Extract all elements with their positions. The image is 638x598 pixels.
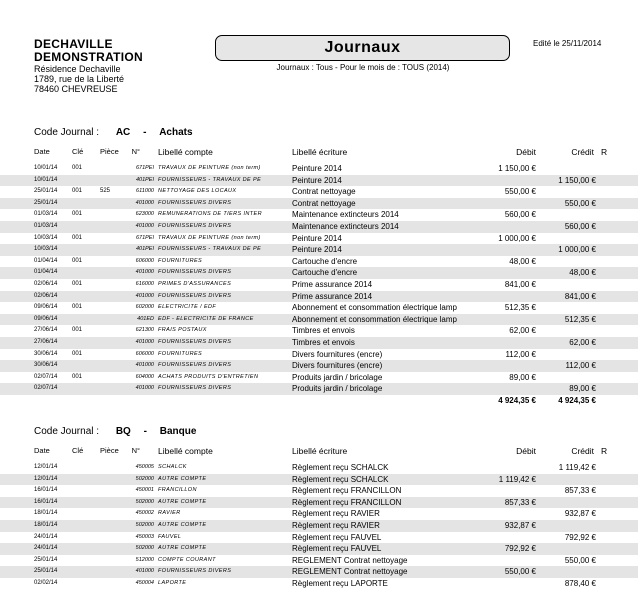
table-row (0, 221, 638, 233)
cell-ecriture: Règlement reçu FRANCILLON (292, 497, 402, 507)
cell-ecriture: Règlement reçu SCHALCK (292, 474, 389, 484)
cell-compte: FOURNISSEURS DIVERS (158, 199, 232, 206)
cell-compte: FOURNISSEURS - TRAVAUX DE PE (158, 176, 262, 183)
header-compte: Libellé compte (158, 446, 213, 456)
cell-num: 401000 (135, 269, 154, 276)
cell-compte: FRANCILLON (158, 487, 197, 494)
header-compte: Libellé compte (158, 147, 213, 157)
cell-ecriture: Règlement reçu SCHALCK (292, 463, 389, 472)
header-r: R (601, 147, 608, 157)
cell-compte: ELECTRICITE / EDF (158, 304, 217, 311)
cell-debit: 857,33 € (504, 497, 536, 507)
cell-compte: REMUNERATIONS DE TIERS INTER (158, 211, 262, 218)
header-num: N° (131, 446, 140, 455)
cell-cle: 001 (72, 304, 83, 311)
cell-credit: 560,00 € (564, 221, 596, 231)
cell-ecriture: REGLEMENT Contrat nettoyage (292, 567, 408, 577)
cell-compte: AUTRE COMPTE (158, 498, 207, 505)
cell-num: 602000 (135, 304, 154, 311)
table-row (0, 198, 638, 210)
table-row (0, 462, 638, 474)
cell-cle: 001 (72, 188, 83, 195)
cell-ecriture: Divers fournitures (encre) (292, 361, 383, 371)
report-subtitle: Journaux : Tous - Pour le mois de : TOUS (2014) (276, 63, 450, 72)
cell-credit: 550,00 € (564, 555, 596, 565)
cell-num: 450002 (135, 510, 154, 517)
cell-cle: 001 (72, 234, 83, 241)
cell-num: 623000 (135, 211, 154, 218)
cell-compte: COMPTE COURANT (158, 556, 216, 563)
column-headers (0, 147, 638, 159)
cell-num: 611000 (136, 188, 154, 195)
table-row (0, 256, 638, 268)
cell-ecriture: Timbres et envois (292, 337, 355, 347)
journal-separator: - (143, 426, 147, 437)
cell-compte: FOURNITURES (158, 257, 203, 264)
cell-date: 12/01/14 (34, 475, 58, 482)
cell-ecriture: Règlement reçu RAVIER (292, 520, 380, 530)
journal-rows (0, 163, 638, 407)
journal-heading (34, 127, 193, 138)
cell-cle: 001 (72, 280, 83, 287)
cell-num: 621300 (135, 327, 154, 334)
cell-num: 401000 (135, 199, 154, 206)
cell-num: 401000 (135, 292, 154, 299)
cell-date: 16/01/14 (34, 498, 58, 505)
cell-date: 09/06/14 (34, 315, 58, 322)
table-row (0, 543, 638, 555)
table-row (0, 520, 638, 532)
cell-num: 671PEI (135, 165, 154, 171)
cell-num: 502000 (135, 521, 154, 528)
table-row (0, 566, 638, 578)
cell-credit: 857,33 € (564, 486, 596, 496)
cell-ecriture: Cartouche d'encre (292, 256, 358, 266)
edit-date: Edité le 25/11/2014 (533, 39, 602, 48)
cell-num: 401000 (135, 362, 154, 369)
cell-num: 502000 (135, 475, 154, 482)
cell-compte: SCHALCK (158, 464, 187, 470)
table-row (0, 555, 638, 567)
company-address-2: 1789, rue de la Liberté (34, 74, 125, 84)
cell-ecriture: Produits jardin / bricolage (292, 372, 383, 382)
cell-cle: 001 (72, 350, 83, 357)
cell-date: 02/06/14 (34, 292, 58, 299)
cell-debit: 89,00 € (509, 372, 536, 382)
cell-credit: 1 119,42 € (558, 463, 596, 472)
journal-code: BQ (115, 426, 131, 437)
cell-num: 401000 (135, 222, 154, 229)
cell-num: 450001 (135, 487, 154, 494)
header-cle: Clé (72, 446, 84, 455)
cell-debit: 550,00 € (504, 567, 536, 577)
header-debit: Débit (516, 147, 536, 157)
header-debit: Débit (516, 446, 536, 456)
cell-ecriture: Peinture 2014 (292, 175, 342, 185)
table-row (0, 302, 638, 314)
cell-compte: FOURNISSEURS DIVERS (158, 568, 232, 575)
cell-num: 502000 (135, 545, 154, 552)
journal-name: Achats (159, 127, 193, 138)
company-address-1: Résidence Dechaville (34, 64, 121, 74)
cell-date: 02/06/14 (34, 280, 58, 287)
cell-date: 27/06/14 (34, 338, 58, 345)
cell-num: 401PEI (135, 176, 154, 183)
cell-ecriture: Maintenance extincteurs 2014 (292, 210, 399, 220)
header-credit: Crédit (571, 446, 594, 456)
cell-date: 09/06/14 (34, 304, 58, 311)
cell-debit: 1 119,42 € (498, 474, 536, 484)
total-credit: 4 924,35 € (558, 395, 596, 405)
cell-date: 12/01/14 (34, 464, 58, 470)
cell-cle: 001 (72, 327, 83, 334)
table-row (0, 209, 638, 221)
cell-debit: 550,00 € (504, 187, 536, 197)
cell-date: 27/06/14 (34, 327, 58, 334)
cell-compte: AUTRE COMPTE (158, 521, 207, 528)
cell-num: 450004 (135, 579, 154, 586)
table-row (0, 186, 638, 198)
cell-ecriture: Produits jardin / bricolage (292, 384, 383, 394)
cell-ecriture: Peinture 2014 (292, 164, 342, 173)
table-row (0, 497, 638, 509)
cell-date: 10/03/14 (34, 234, 58, 241)
cell-num: 604000 (135, 373, 154, 380)
cell-credit: 841,00 € (564, 291, 596, 301)
company-block (34, 38, 143, 94)
cell-cle: 001 (72, 373, 83, 380)
cell-num: 606000 (135, 350, 154, 357)
cell-compte: FRAIS POSTAUX (158, 327, 207, 334)
cell-date: 10/03/14 (34, 246, 58, 253)
header-piece: Pièce (100, 147, 119, 156)
company-address-3: 78460 CHEVREUSE (34, 84, 118, 94)
cell-date: 18/01/14 (34, 510, 58, 517)
cell-debit: 560,00 € (504, 210, 536, 220)
cell-debit: 512,35 € (504, 303, 536, 313)
table-row (0, 360, 638, 372)
cell-debit: 1 000,00 € (498, 233, 536, 243)
cell-num: 401000 (135, 385, 154, 392)
header-cle: Clé (72, 147, 84, 156)
table-row (0, 474, 638, 486)
total-debit: 4 924,35 € (498, 395, 536, 405)
journal-name: Banque (159, 426, 197, 437)
cell-compte: NETTOYAGE DES LOCAUX (158, 188, 237, 195)
cell-cle: 001 (72, 165, 83, 171)
cell-ecriture: Timbres et envois (292, 326, 355, 336)
journal-separator: - (143, 127, 147, 138)
column-headers (0, 446, 638, 458)
cell-num: 616000 (135, 280, 154, 287)
cell-debit: 62,00 € (509, 326, 536, 336)
cell-compte: FOURNISSEURS - TRAVAUX DE PE (158, 246, 262, 253)
header-date: Date (34, 147, 50, 156)
table-row (0, 244, 638, 256)
header-num: N° (131, 147, 140, 156)
journal-code: AC (115, 127, 131, 138)
header-ecriture: Libellé écriture (292, 147, 348, 157)
cell-ecriture: Maintenance extincteurs 2014 (292, 221, 399, 231)
journal-totals (0, 395, 638, 407)
journal-heading (34, 426, 196, 437)
cell-credit: 1 000,00 € (558, 245, 596, 255)
cell-ecriture: Divers fournitures (encre) (292, 349, 383, 359)
table-row (0, 175, 638, 187)
cell-date: 02/07/14 (34, 373, 58, 380)
cell-credit: 932,87 € (564, 509, 596, 519)
cell-num: 401000 (135, 568, 154, 575)
cell-cle: 001 (72, 211, 83, 218)
table-row (0, 532, 638, 544)
cell-credit: 878,40 € (564, 578, 596, 588)
cell-ecriture: Contrat nettoyage (292, 187, 356, 197)
journal-label: Code Journal : (34, 426, 100, 437)
cell-debit: 48,00 € (509, 256, 536, 266)
table-row (0, 508, 638, 520)
cell-num: 502000 (135, 498, 154, 505)
cell-num: 671PEI (135, 234, 154, 241)
cell-ecriture: Abonnement et consommation électrique lamp (292, 314, 457, 324)
cell-credit: 112,00 € (565, 361, 596, 371)
cell-date: 30/06/14 (34, 350, 58, 357)
cell-num: 606000 (135, 257, 154, 264)
cell-ecriture: REGLEMENT Contrat nettoyage (292, 555, 408, 565)
cell-date: 02/07/14 (34, 385, 58, 392)
table-row (0, 267, 638, 279)
cell-compte: FOURNITURES (158, 350, 203, 357)
cell-credit: 550,00 € (564, 198, 596, 208)
cell-date: 01/04/14 (34, 269, 58, 276)
cell-date: 24/01/14 (34, 533, 58, 540)
cell-ecriture: Règlement reçu LAPORTE (292, 578, 388, 588)
cell-compte: FOURNISSEURS DIVERS (158, 338, 232, 345)
cell-compte: TRAVAUX DE PEINTURE (non term) (158, 234, 261, 241)
cell-ecriture: Contrat nettoyage (292, 198, 356, 208)
table-row (0, 291, 638, 303)
header-r: R (601, 446, 608, 456)
cell-debit: 792,92 € (504, 544, 536, 554)
cell-num: 512000 (135, 556, 154, 563)
cell-date: 02/02/14 (34, 579, 58, 586)
cell-num: 450003 (135, 533, 154, 540)
table-row (0, 325, 638, 337)
table-row (0, 349, 638, 361)
cell-date: 24/01/14 (34, 545, 58, 552)
cell-num: 401PEI (135, 246, 154, 253)
header-date: Date (34, 446, 50, 455)
cell-ecriture: Règlement reçu FAUVEL (292, 544, 382, 554)
cell-ecriture: Règlement reçu FAUVEL (292, 532, 382, 542)
cell-cle: 001 (72, 257, 83, 264)
cell-debit: 841,00 € (504, 279, 536, 289)
cell-compte: FOURNISSEURS DIVERS (158, 362, 232, 369)
cell-ecriture: Peinture 2014 (292, 233, 342, 243)
cell-date: 25/01/14 (34, 556, 58, 563)
cell-compte: FOURNISSEURS DIVERS (158, 269, 232, 276)
table-row (0, 233, 638, 245)
journal-rows (0, 462, 638, 590)
table-row (0, 383, 638, 395)
cell-debit: 112,00 € (505, 349, 536, 359)
table-row (0, 578, 638, 590)
table-row (0, 372, 638, 384)
table-row (0, 314, 638, 326)
cell-date: 25/01/14 (34, 188, 58, 195)
cell-ecriture: Prime assurance 2014 (292, 291, 373, 301)
cell-compte: FOURNISSEURS DIVERS (158, 292, 232, 299)
cell-compte: AUTRE COMPTE (158, 475, 207, 482)
cell-compte: RAVIER (158, 510, 181, 517)
table-row (0, 163, 638, 175)
cell-compte: FAUVEL (158, 533, 182, 540)
cell-ecriture: Règlement reçu RAVIER (292, 509, 380, 519)
cell-piece: 525 (100, 188, 111, 195)
cell-date: 10/01/14 (34, 176, 58, 183)
cell-debit: 932,87 € (504, 520, 536, 530)
cell-ecriture: Cartouche d'encre (292, 268, 358, 278)
cell-ecriture: Règlement reçu FRANCILLON (292, 486, 402, 496)
cell-compte: PRIMES D'ASSURANCES (158, 280, 232, 287)
cell-credit: 62,00 € (569, 337, 596, 347)
journal-label: Code Journal : (34, 127, 100, 138)
cell-date: 01/03/14 (34, 222, 58, 229)
cell-date: 25/01/14 (34, 199, 58, 206)
table-row (0, 485, 638, 497)
cell-ecriture: Abonnement et consommation électrique lamp (292, 303, 457, 313)
cell-compte: AUTRE COMPTE (158, 545, 207, 552)
cell-credit: 512,35 € (564, 314, 596, 324)
cell-date: 25/01/14 (34, 568, 58, 575)
cell-date: 10/01/14 (34, 165, 58, 171)
report-title: Journaux (215, 35, 510, 61)
cell-compte: ACHATS PRODUITS D'ENTRETIEN (158, 373, 259, 380)
company-name: DECHAVILLE (34, 37, 113, 51)
table-row (0, 337, 638, 349)
cell-num: 401ED (137, 315, 154, 322)
cell-num: 450005 (135, 464, 154, 470)
cell-credit: 89,00 € (569, 384, 596, 394)
header-ecriture: Libellé écriture (292, 446, 348, 456)
cell-num: 401000 (135, 338, 154, 345)
cell-date: 30/06/14 (34, 362, 58, 369)
cell-ecriture: Prime assurance 2014 (292, 279, 373, 289)
cell-date: 18/01/14 (34, 521, 58, 528)
cell-date: 01/03/14 (34, 211, 58, 218)
cell-credit: 792,92 € (564, 532, 596, 542)
cell-compte: FOURNISSEURS DIVERS (158, 222, 232, 229)
company-name-2: DEMONSTRATION (34, 50, 144, 64)
cell-debit: 1 150,00 € (498, 164, 536, 173)
cell-date: 16/01/14 (34, 487, 58, 494)
cell-compte: FOURNISSEURS DIVERS (158, 385, 232, 392)
table-row (0, 279, 638, 291)
cell-compte: TRAVAUX DE PEINTURE (non term) (158, 165, 261, 171)
header-piece: Pièce (100, 446, 119, 455)
cell-credit: 48,00 € (569, 268, 596, 278)
cell-compte: EDF - ELECTRICITE DE FRANCE (158, 315, 254, 322)
cell-ecriture: Peinture 2014 (292, 245, 342, 255)
cell-credit: 1 150,00 € (558, 175, 596, 185)
cell-date: 01/04/14 (34, 257, 58, 264)
header-credit: Crédit (571, 147, 594, 157)
cell-compte: LAPORTE (158, 579, 187, 586)
